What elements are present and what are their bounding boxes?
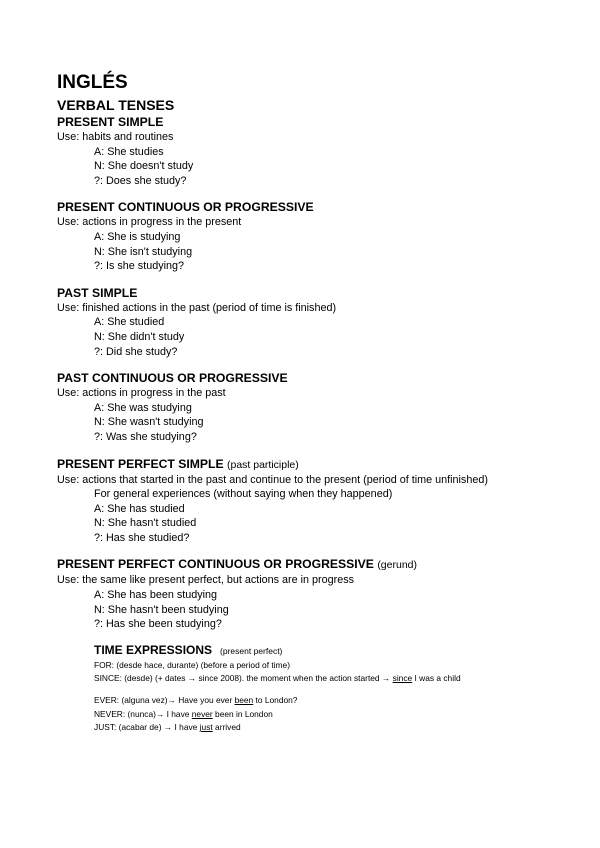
section-heading: PRESENT PERFECT SIMPLE (past participle) bbox=[57, 456, 299, 471]
section-heading: PRESENT CONTINUOUS OR PROGRESSIVE bbox=[57, 200, 314, 215]
example-negative: N: She isn't studying bbox=[94, 245, 193, 258]
section-use: Use: actions that started in the past and continue to the present (period of time unfinished) bbox=[57, 473, 488, 486]
spacer bbox=[94, 686, 577, 694]
section-use: Use: actions in progress in the present bbox=[57, 216, 242, 229]
section-present-continuous bbox=[57, 200, 577, 273]
section-heading: PRESENT SIMPLE bbox=[57, 115, 164, 129]
document-subtitle: VERBAL TENSES bbox=[57, 97, 175, 113]
time-expressions bbox=[57, 642, 577, 735]
example-question: ?: Was she studying? bbox=[94, 430, 197, 443]
section-present-perfect-continuous bbox=[57, 557, 577, 631]
underlined-word: never bbox=[191, 708, 213, 719]
example-negative: N: She hasn't been studying bbox=[94, 603, 229, 616]
section-use: Use: finished actions in the past (period of time is finished) bbox=[57, 301, 337, 314]
example-negative: N: She hasn't studied bbox=[94, 517, 197, 530]
section-present-simple bbox=[57, 115, 577, 188]
section-heading: PAST CONTINUOUS OR PROGRESSIVE bbox=[57, 371, 288, 386]
section-note: (past participle) bbox=[226, 458, 299, 471]
example-question: ?: Does she study? bbox=[94, 174, 187, 187]
example-affirmative: A: She studies bbox=[94, 145, 164, 158]
underlined-word: since bbox=[392, 673, 413, 684]
section-use: Use: the same like present perfect, but actions are in progress bbox=[57, 574, 355, 587]
time-expressions-heading: TIME EXPRESSIONS (present perfect) bbox=[94, 642, 283, 657]
example-negative: N: She doesn't study bbox=[94, 160, 194, 173]
since-line: SINCE: (desde) (+ dates → since 2008). the moment when the action started → since I was a child bbox=[94, 673, 461, 684]
just-line: JUST: (acabar de) → I have just arrived bbox=[94, 722, 241, 733]
document-title: INGLÉS bbox=[57, 72, 128, 93]
section-heading: PRESENT PERFECT CONTINUOUS OR PROGRESSIVE (gerund) bbox=[57, 557, 418, 572]
section-note: (gerund) bbox=[377, 559, 418, 572]
section-past-simple bbox=[57, 286, 577, 359]
example-question: ?: Is she studying? bbox=[94, 260, 185, 273]
example-affirmative: A: She has studied bbox=[94, 502, 185, 515]
underlined-word: just bbox=[199, 722, 213, 733]
example-negative: N: She didn't study bbox=[94, 330, 185, 343]
document-page bbox=[57, 72, 577, 735]
example-affirmative: A: She has been studying bbox=[94, 589, 218, 602]
never-line: NEVER: (nunca)→ I have never been in London bbox=[94, 708, 273, 719]
example-negative: N: She wasn't studying bbox=[94, 416, 204, 429]
underlined-word: been bbox=[234, 695, 254, 706]
section-extra: For general experiences (without saying when they happened) bbox=[94, 488, 393, 501]
section-heading: PAST SIMPLE bbox=[57, 285, 138, 300]
example-affirmative: A: She was studying bbox=[94, 401, 192, 414]
time-expressions-note: (present perfect) bbox=[220, 645, 283, 656]
example-question: ?: Has she been studying? bbox=[94, 618, 222, 631]
ever-line: EVER: (alguna vez)→ Have you ever been to London? bbox=[94, 695, 298, 706]
for-line: FOR: (desde hace, durante) (before a period of time) bbox=[94, 659, 290, 670]
example-affirmative: A: She studied bbox=[94, 316, 165, 329]
example-question: ?: Did she study? bbox=[94, 345, 178, 358]
section-present-perfect-simple bbox=[57, 457, 577, 546]
section-use: Use: habits and routines bbox=[57, 131, 174, 143]
section-use: Use: actions in progress in the past bbox=[57, 387, 226, 400]
example-question: ?: Has she studied? bbox=[94, 531, 190, 544]
example-affirmative: A: She is studying bbox=[94, 230, 181, 243]
section-past-continuous bbox=[57, 371, 577, 444]
